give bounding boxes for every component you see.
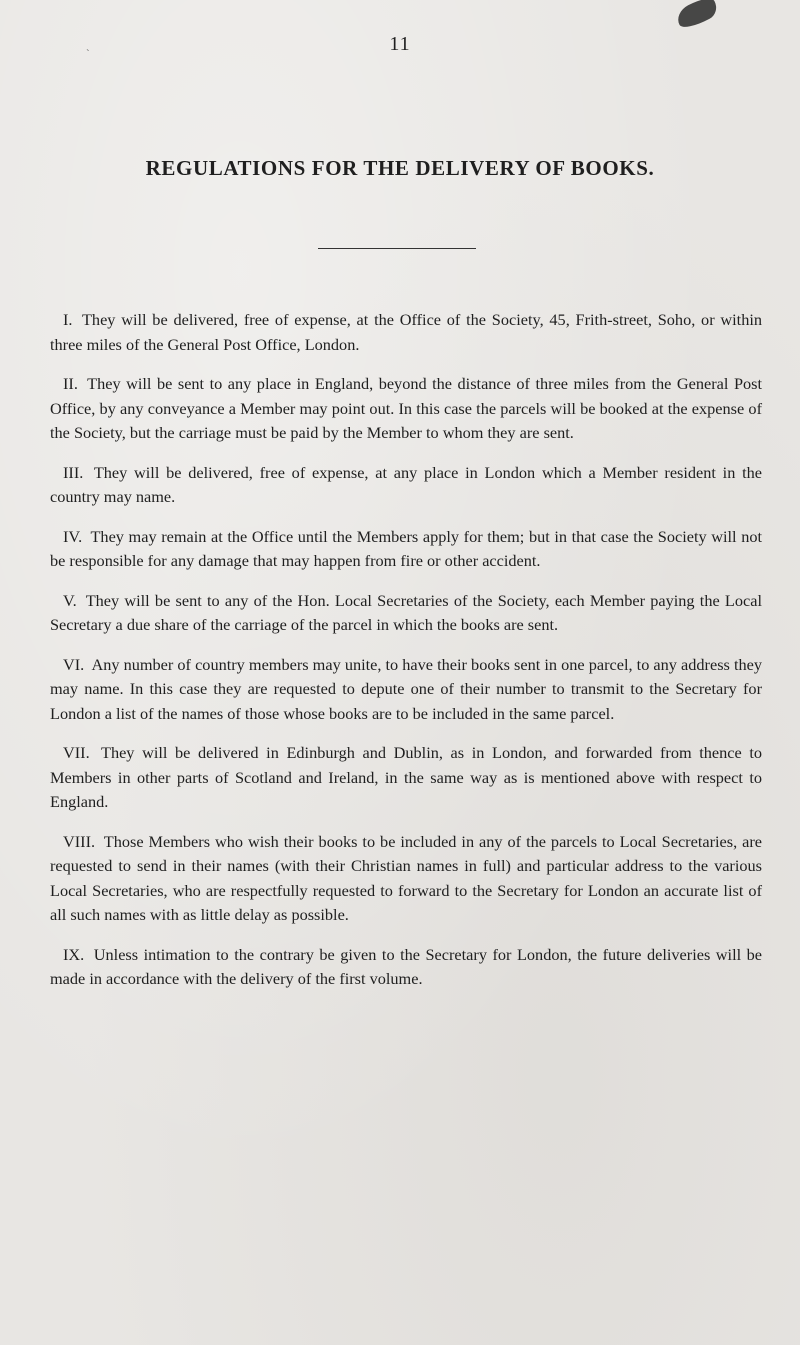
- regulation-numeral: V.: [63, 590, 77, 610]
- regulation-item: [50, 653, 762, 727]
- stray-mark: `: [86, 48, 90, 60]
- regulation-numeral: III.: [63, 462, 84, 482]
- ink-blot: [673, 0, 720, 33]
- regulation-text: They will be delivered, free of expense, at the Office of the Society, 45, Frith-street, Soho, or within three miles of the General Post Office, London.: [50, 310, 762, 354]
- regulation-numeral: IV.: [63, 526, 83, 546]
- page-number: 11: [389, 33, 411, 55]
- regulation-item: [50, 830, 762, 928]
- regulation-item: [50, 741, 762, 815]
- regulation-numeral: VIII.: [63, 831, 96, 851]
- regulation-numeral: VI.: [63, 654, 85, 674]
- regulation-text: They will be delivered in Edinburgh and Dublin, as in London, and forwarded from thence to Members in other parts of Scotland and Ireland, in the same way as is mentioned above with respect to England.: [50, 743, 763, 811]
- regulation-text: Unless intimation to the contrary be given to the Secretary for London, the future deliveries will be made in accordance with the delivery of the first volume.: [50, 944, 762, 988]
- regulation-numeral: I.: [63, 310, 73, 329]
- regulation-text: They will be sent to any place in England, beyond the distance of three miles from the General Post Office, by any conveyance a Member may point out. In this case the parcels will be booked at the expense of the Society, but the carriage must be paid by the Member to whom they are sent.: [50, 374, 762, 442]
- regulation-item: [50, 943, 762, 992]
- regulation-item: [50, 372, 762, 446]
- regulation-text: They may remain at the Office until the Members apply for them; but in that case the Society will not be responsible for any damage that may happen from fire or other accident.: [50, 526, 763, 570]
- regulation-numeral: IX.: [63, 944, 85, 964]
- regulation-numeral: II.: [63, 374, 78, 393]
- regulations-list: [50, 308, 762, 1007]
- regulation-text: They will be delivered, free of expense, at any place in London which a Member resident in the country may name.: [50, 462, 762, 506]
- regulation-item: [50, 589, 762, 638]
- page-title: REGULATIONS FOR THE DELIVERY OF BOOKS.: [145, 156, 655, 180]
- title-divider: [318, 248, 476, 249]
- regulation-text: Any number of country members may unite, to have their books sent in one parcel, to any address they may name. In this case they are requested to depute one of their number to transmit to the Secretary for London a list of the names of those whose books are to be included in the same parcel.: [50, 654, 762, 723]
- regulation-numeral: VII.: [63, 743, 90, 762]
- regulation-item: [50, 461, 762, 510]
- regulation-text: Those Members who wish their books to be included in any of the parcels to Local Secretaries, are requested to send in their names (with their Christian names in full) and particular address to the various Local Secretaries, who are respectfully requested to forward to the Secretary for London an accurate list of all such names with as little delay as possible.: [50, 831, 762, 924]
- regulation-item: [50, 308, 762, 357]
- regulation-text: They will be sent to any of the Hon. Local Secretaries of the Society, each Member paying the Local Secretary a due share of the carriage of the parcel in which the books are sent.: [50, 590, 762, 634]
- regulation-item: [50, 525, 762, 574]
